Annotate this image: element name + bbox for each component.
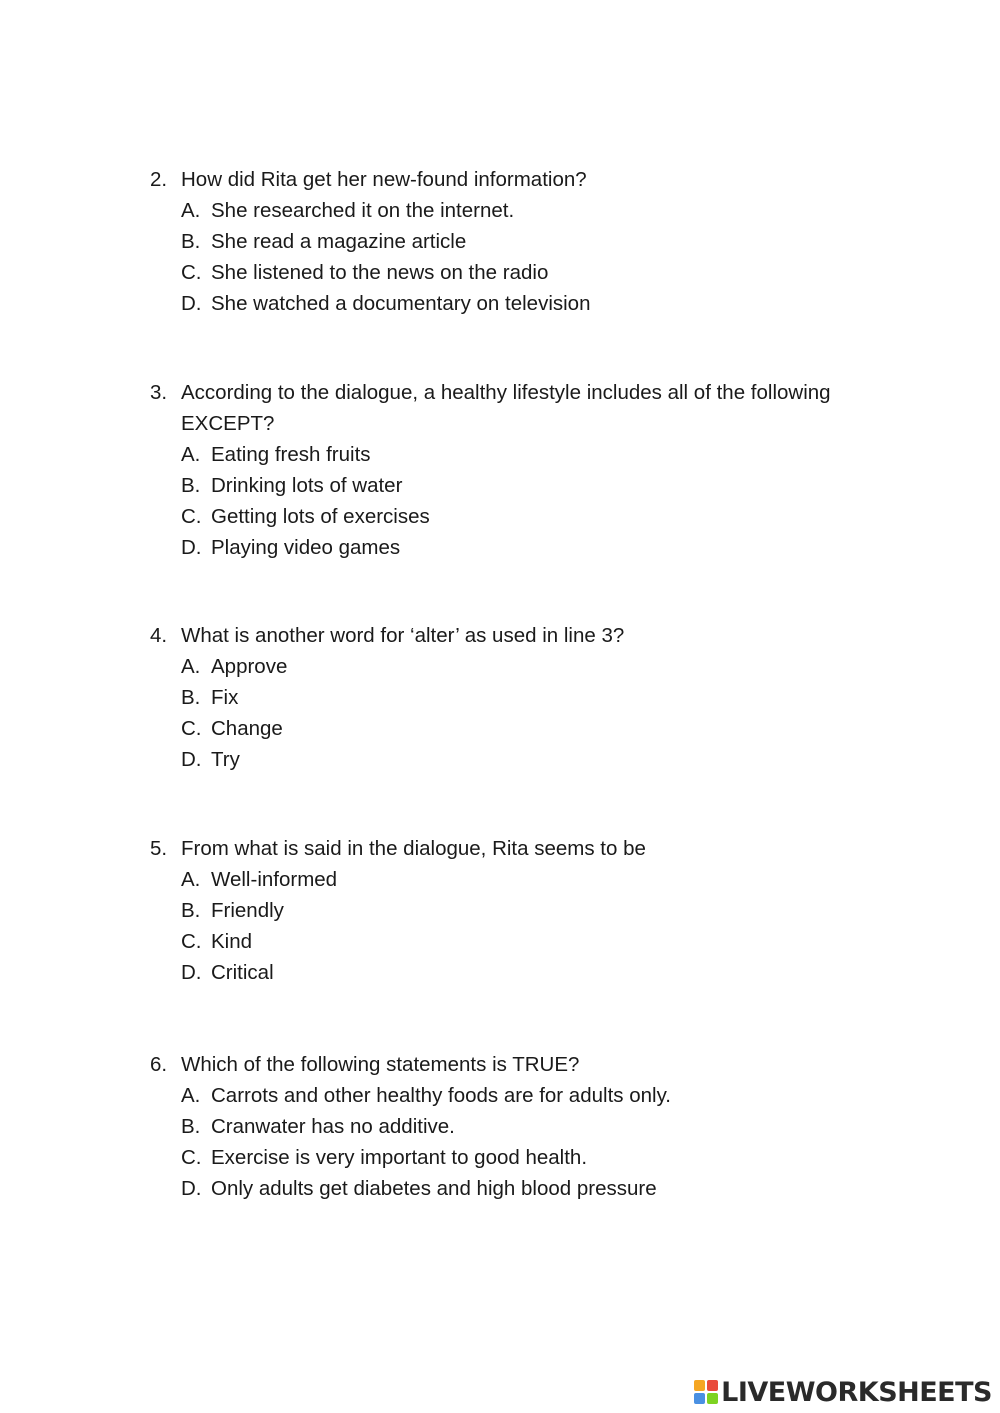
answer-option-d[interactable]: [181, 288, 890, 319]
answer-option-c[interactable]: [181, 257, 890, 288]
option-letter: C.: [181, 930, 202, 953]
question-text: What is another word for ‘alter’ as used in line 3?: [181, 624, 625, 647]
answer-option-b[interactable]: [181, 226, 890, 257]
option-text: Try: [211, 748, 240, 771]
option-text: Exercise is very important to good health.: [211, 1146, 588, 1169]
answer-options: [181, 439, 890, 563]
liveworksheets-logo-icon: [694, 1380, 718, 1404]
option-letter: C.: [181, 261, 202, 284]
option-text: Kind: [211, 930, 253, 953]
option-letter: B.: [181, 899, 201, 922]
option-text: Well-informed: [211, 868, 338, 891]
option-text: Critical: [211, 961, 274, 984]
option-letter: C.: [181, 717, 202, 740]
answer-option-d[interactable]: [181, 957, 890, 988]
question-number: 5.: [150, 837, 168, 860]
option-text: Approve: [211, 655, 288, 678]
option-letter: B.: [181, 1115, 201, 1138]
option-letter: D.: [181, 1177, 202, 1200]
option-text: She watched a documentary on television: [211, 292, 591, 315]
question-6: [150, 1049, 890, 1204]
option-letter: A.: [181, 1084, 201, 1107]
option-text: Getting lots of exercises: [211, 505, 430, 528]
option-text: Playing video games: [211, 536, 401, 559]
option-letter: B.: [181, 474, 201, 497]
logo-square: [707, 1380, 718, 1391]
question-number: 4.: [150, 624, 168, 647]
answer-options: [181, 1080, 890, 1204]
answer-option-d[interactable]: [181, 1173, 890, 1204]
answer-options: [181, 195, 890, 319]
option-text: Friendly: [211, 899, 284, 922]
option-letter: A.: [181, 868, 201, 891]
option-letter: D.: [181, 748, 202, 771]
question-4: [150, 620, 890, 775]
option-text: She read a magazine article: [211, 230, 467, 253]
option-letter: A.: [181, 199, 201, 222]
option-letter: B.: [181, 686, 201, 709]
option-letter: D.: [181, 292, 202, 315]
option-letter: C.: [181, 1146, 202, 1169]
question-5: [150, 833, 890, 988]
answer-option-a[interactable]: [181, 195, 890, 226]
option-text: She listened to the news on the radio: [211, 261, 549, 284]
answer-option-d[interactable]: [181, 532, 890, 563]
logo-square: [694, 1393, 705, 1404]
answer-option-a[interactable]: [181, 439, 890, 470]
answer-option-c[interactable]: [181, 501, 890, 532]
question-text: From what is said in the dialogue, Rita seems to be: [181, 837, 646, 860]
answer-option-a[interactable]: [181, 1080, 890, 1111]
option-letter: A.: [181, 443, 201, 466]
option-text: Drinking lots of water: [211, 474, 403, 497]
answer-option-b[interactable]: [181, 470, 890, 501]
option-letter: B.: [181, 230, 201, 253]
question-number: 2.: [150, 168, 168, 191]
answer-option-a[interactable]: [181, 651, 890, 682]
question-text: According to the dialogue, a healthy lifestyle includes all of the following EXCEPT?: [181, 381, 831, 435]
question-number: 3.: [150, 381, 168, 404]
option-letter: D.: [181, 961, 202, 984]
answer-option-a[interactable]: [181, 864, 890, 895]
option-text: Only adults get diabetes and high blood pressure: [211, 1177, 657, 1200]
option-letter: A.: [181, 655, 201, 678]
question-number: 6.: [150, 1053, 168, 1076]
answer-option-b[interactable]: [181, 682, 890, 713]
option-text: Change: [211, 717, 283, 740]
option-text: Cranwater has no additive.: [211, 1115, 455, 1138]
option-text: Eating fresh fruits: [211, 443, 371, 466]
option-letter: C.: [181, 505, 202, 528]
answer-option-d[interactable]: [181, 744, 890, 775]
answer-option-c[interactable]: [181, 713, 890, 744]
question-2: [150, 164, 890, 319]
answer-option-c[interactable]: [181, 1142, 890, 1173]
logo-square: [694, 1380, 705, 1391]
option-text: She researched it on the internet.: [211, 199, 515, 222]
watermark-text: LIVEWORKSHEETS: [721, 1376, 992, 1408]
answer-option-b[interactable]: [181, 895, 890, 926]
option-text: Fix: [211, 686, 239, 709]
liveworksheets-watermark: [694, 1375, 992, 1409]
question-text: How did Rita get her new-found information?: [181, 168, 587, 191]
answer-option-c[interactable]: [181, 926, 890, 957]
question-3: [150, 377, 890, 563]
option-letter: D.: [181, 536, 202, 559]
logo-square: [707, 1393, 718, 1404]
answer-options: [181, 864, 890, 988]
question-text: Which of the following statements is TRUE?: [181, 1053, 580, 1076]
answer-options: [181, 651, 890, 775]
answer-option-b[interactable]: [181, 1111, 890, 1142]
option-text: Carrots and other healthy foods are for adults only.: [211, 1084, 671, 1107]
